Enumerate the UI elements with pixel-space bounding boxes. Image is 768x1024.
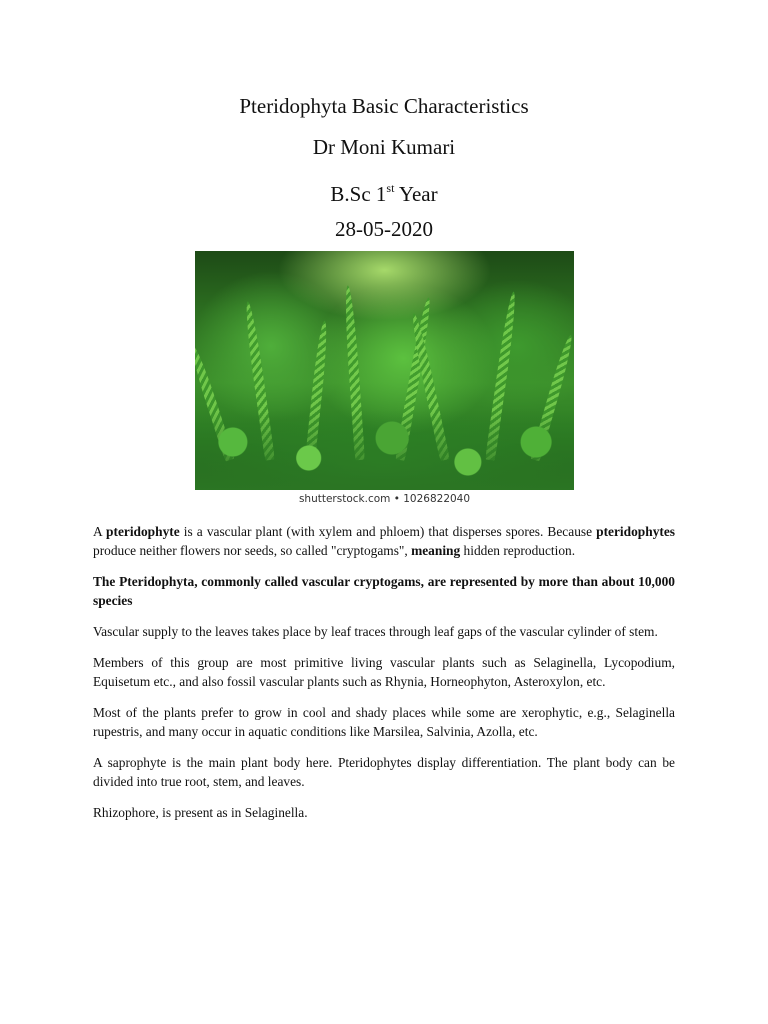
author-name: Dr Moni Kumari: [312, 135, 456, 159]
course-prefix: B.Sc 1: [330, 182, 387, 206]
text-run: is a vascular plant (with xylem and phloem) that disperses spores. Because: [179, 524, 597, 539]
paragraph-definition: [93, 522, 675, 560]
paragraph-rhizophore: Rhizophore, is present as in Selaginella.: [93, 805, 308, 820]
image-caption: shutterstock.com • 1026822040: [298, 493, 471, 505]
course-superscript: st: [386, 181, 395, 195]
bold-term: meaning: [411, 543, 461, 558]
fern-forest-photo: [195, 251, 574, 490]
course-suffix: Year: [394, 182, 438, 206]
paragraph-species-count: The Pteridophyta, commonly called vascular cryptogams, are represented by more than about 10,000 species: [93, 574, 675, 608]
paragraph-habitat: Most of the plants prefer to grow in cool and shady places while some are xerophytic, e.g., Selaginella rupestris, and many occur in aquatic conditions like Marsilea, Salvinia, Azolla, etc.: [93, 705, 675, 739]
bold-term: pteridophytes: [596, 524, 676, 539]
ground-foliage-graphic: [195, 410, 574, 490]
paragraph-plant-body: A saprophyte is the main plant body here. Pteridophytes display differentiation. The plant body can be divided into true root, stem, and leaves.: [93, 755, 675, 789]
course-line: [0, 168, 768, 209]
bold-term: pteridophyte: [106, 524, 180, 539]
text-run: hidden reproduction.: [460, 543, 576, 558]
text-run: A: [93, 524, 107, 539]
body-text: [93, 522, 675, 834]
text-run: produce neither flowers nor seeds, so called "cryptogams",: [93, 543, 412, 558]
document-title: Pteridophyta Basic Characteristics: [239, 94, 529, 118]
document-date: 28-05-2020: [335, 217, 433, 241]
title-block: [0, 86, 768, 250]
paragraph-members: Members of this group are most primitive living vascular plants such as Selaginella, Lycopodium, Equisetum etc., and also fossil vascular plants such as Rhynia, Horneophyton, Asteroxylon, etc.: [93, 655, 675, 689]
paragraph-vascular-supply: Vascular supply to the leaves takes place by leaf traces through leaf gaps of the vascular cylinder of stem.: [93, 624, 658, 639]
